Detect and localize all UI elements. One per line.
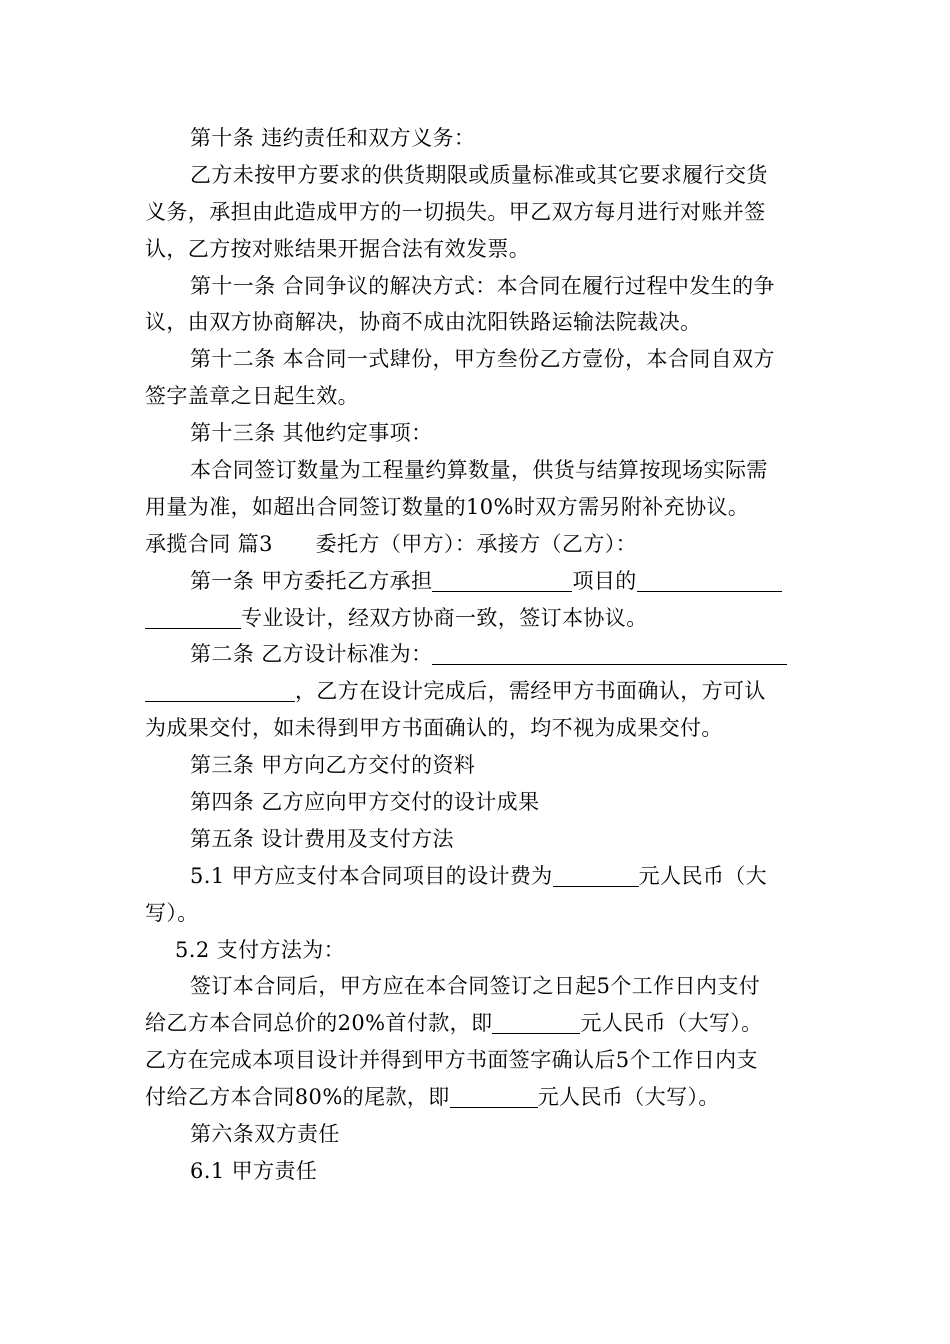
document-page bbox=[145, 120, 807, 1190]
article-4: 第四条 乙方应向甲方交付的设计成果 bbox=[190, 790, 540, 815]
paragraph-line: 乙方在完成本项目设计并得到甲方书面签字确认后5个工作日内支 bbox=[145, 1048, 758, 1073]
blank-line bbox=[432, 567, 572, 592]
item-6-1: 6.1 甲方责任 bbox=[190, 1158, 318, 1183]
paragraph-line: ，乙方在设计完成后，需经甲方书面确认，方可认 bbox=[145, 673, 807, 710]
clause-11: 第十一条 合同争议的解决方式：本合同在履行过程中发生的争 bbox=[190, 273, 775, 298]
paragraph-line: 认，乙方按对账结果开据合法有效发票。 bbox=[145, 236, 531, 261]
blank-line bbox=[492, 1009, 580, 1034]
blank-line bbox=[553, 862, 639, 887]
article-6: 第六条双方责任 bbox=[190, 1122, 340, 1147]
blank-line bbox=[450, 1083, 538, 1108]
paragraph-line: 为成果交付，如未得到甲方书面确认的，均不视为成果交付。 bbox=[145, 716, 723, 741]
clause-12: 第十二条 本合同一式肆份，甲方叁份乙方壹份，本合同自双方 bbox=[190, 347, 775, 372]
clause-10-heading: 第十条 违约责任和双方义务： bbox=[190, 126, 476, 150]
blank-line bbox=[145, 677, 295, 702]
blank-line bbox=[637, 567, 782, 592]
blank-line bbox=[145, 604, 241, 629]
article-2: 第二条 乙方设计标准为： bbox=[145, 636, 807, 673]
article-5: 第五条 设计费用及支付方法 bbox=[190, 826, 454, 851]
paragraph-line: 议，由双方协商解决，协商不成由沈阳铁路运输法院裁决。 bbox=[145, 310, 702, 335]
paragraph-line: 写）。 bbox=[145, 900, 199, 925]
item-5-2: 5.2 支付方法为： bbox=[175, 937, 346, 962]
article-1: 第一条 甲方委托乙方承担 项目的 bbox=[145, 563, 807, 600]
paragraph-line: 本合同签订数量为工程量约算数量，供货与结算按现场实际需 bbox=[190, 458, 768, 483]
article-3: 第三条 甲方向乙方交付的资料 bbox=[190, 753, 476, 778]
paragraph-line: 给乙方本合同总价的20%首付款，即 元人民币（大写）。 bbox=[145, 1011, 763, 1036]
paragraph-line: 签字盖章之日起生效。 bbox=[145, 384, 359, 409]
paragraph-line: 乙方未按甲方要求的供货期限或质量标准或其它要求履行交货 bbox=[190, 162, 768, 187]
section-heading: 承揽合同 篇3 委托方（甲方）：承接方（乙方）： bbox=[145, 531, 638, 556]
paragraph-line: 专业设计，经双方协商一致，签订本协议。 bbox=[145, 600, 807, 637]
paragraph-line: 付给乙方本合同80%的尾款，即 元人民币（大写）。 bbox=[145, 1085, 720, 1110]
clause-13: 第十三条 其他约定事项： bbox=[190, 421, 433, 446]
paragraph-line: 义务，承担由此造成甲方的一切损失。甲乙双方每月进行对账并签 bbox=[145, 199, 766, 224]
blank-line bbox=[432, 640, 787, 665]
item-5-1: 5.1 甲方应支付本合同项目的设计费为 元人民币（大 bbox=[190, 863, 768, 888]
paragraph-line: 用量为准，如超出合同签订数量的10%时双方需另附补充协议。 bbox=[145, 494, 750, 519]
paragraph-line: 签订本合同后，甲方应在本合同签订之日起5个工作日内支付 bbox=[190, 974, 761, 999]
